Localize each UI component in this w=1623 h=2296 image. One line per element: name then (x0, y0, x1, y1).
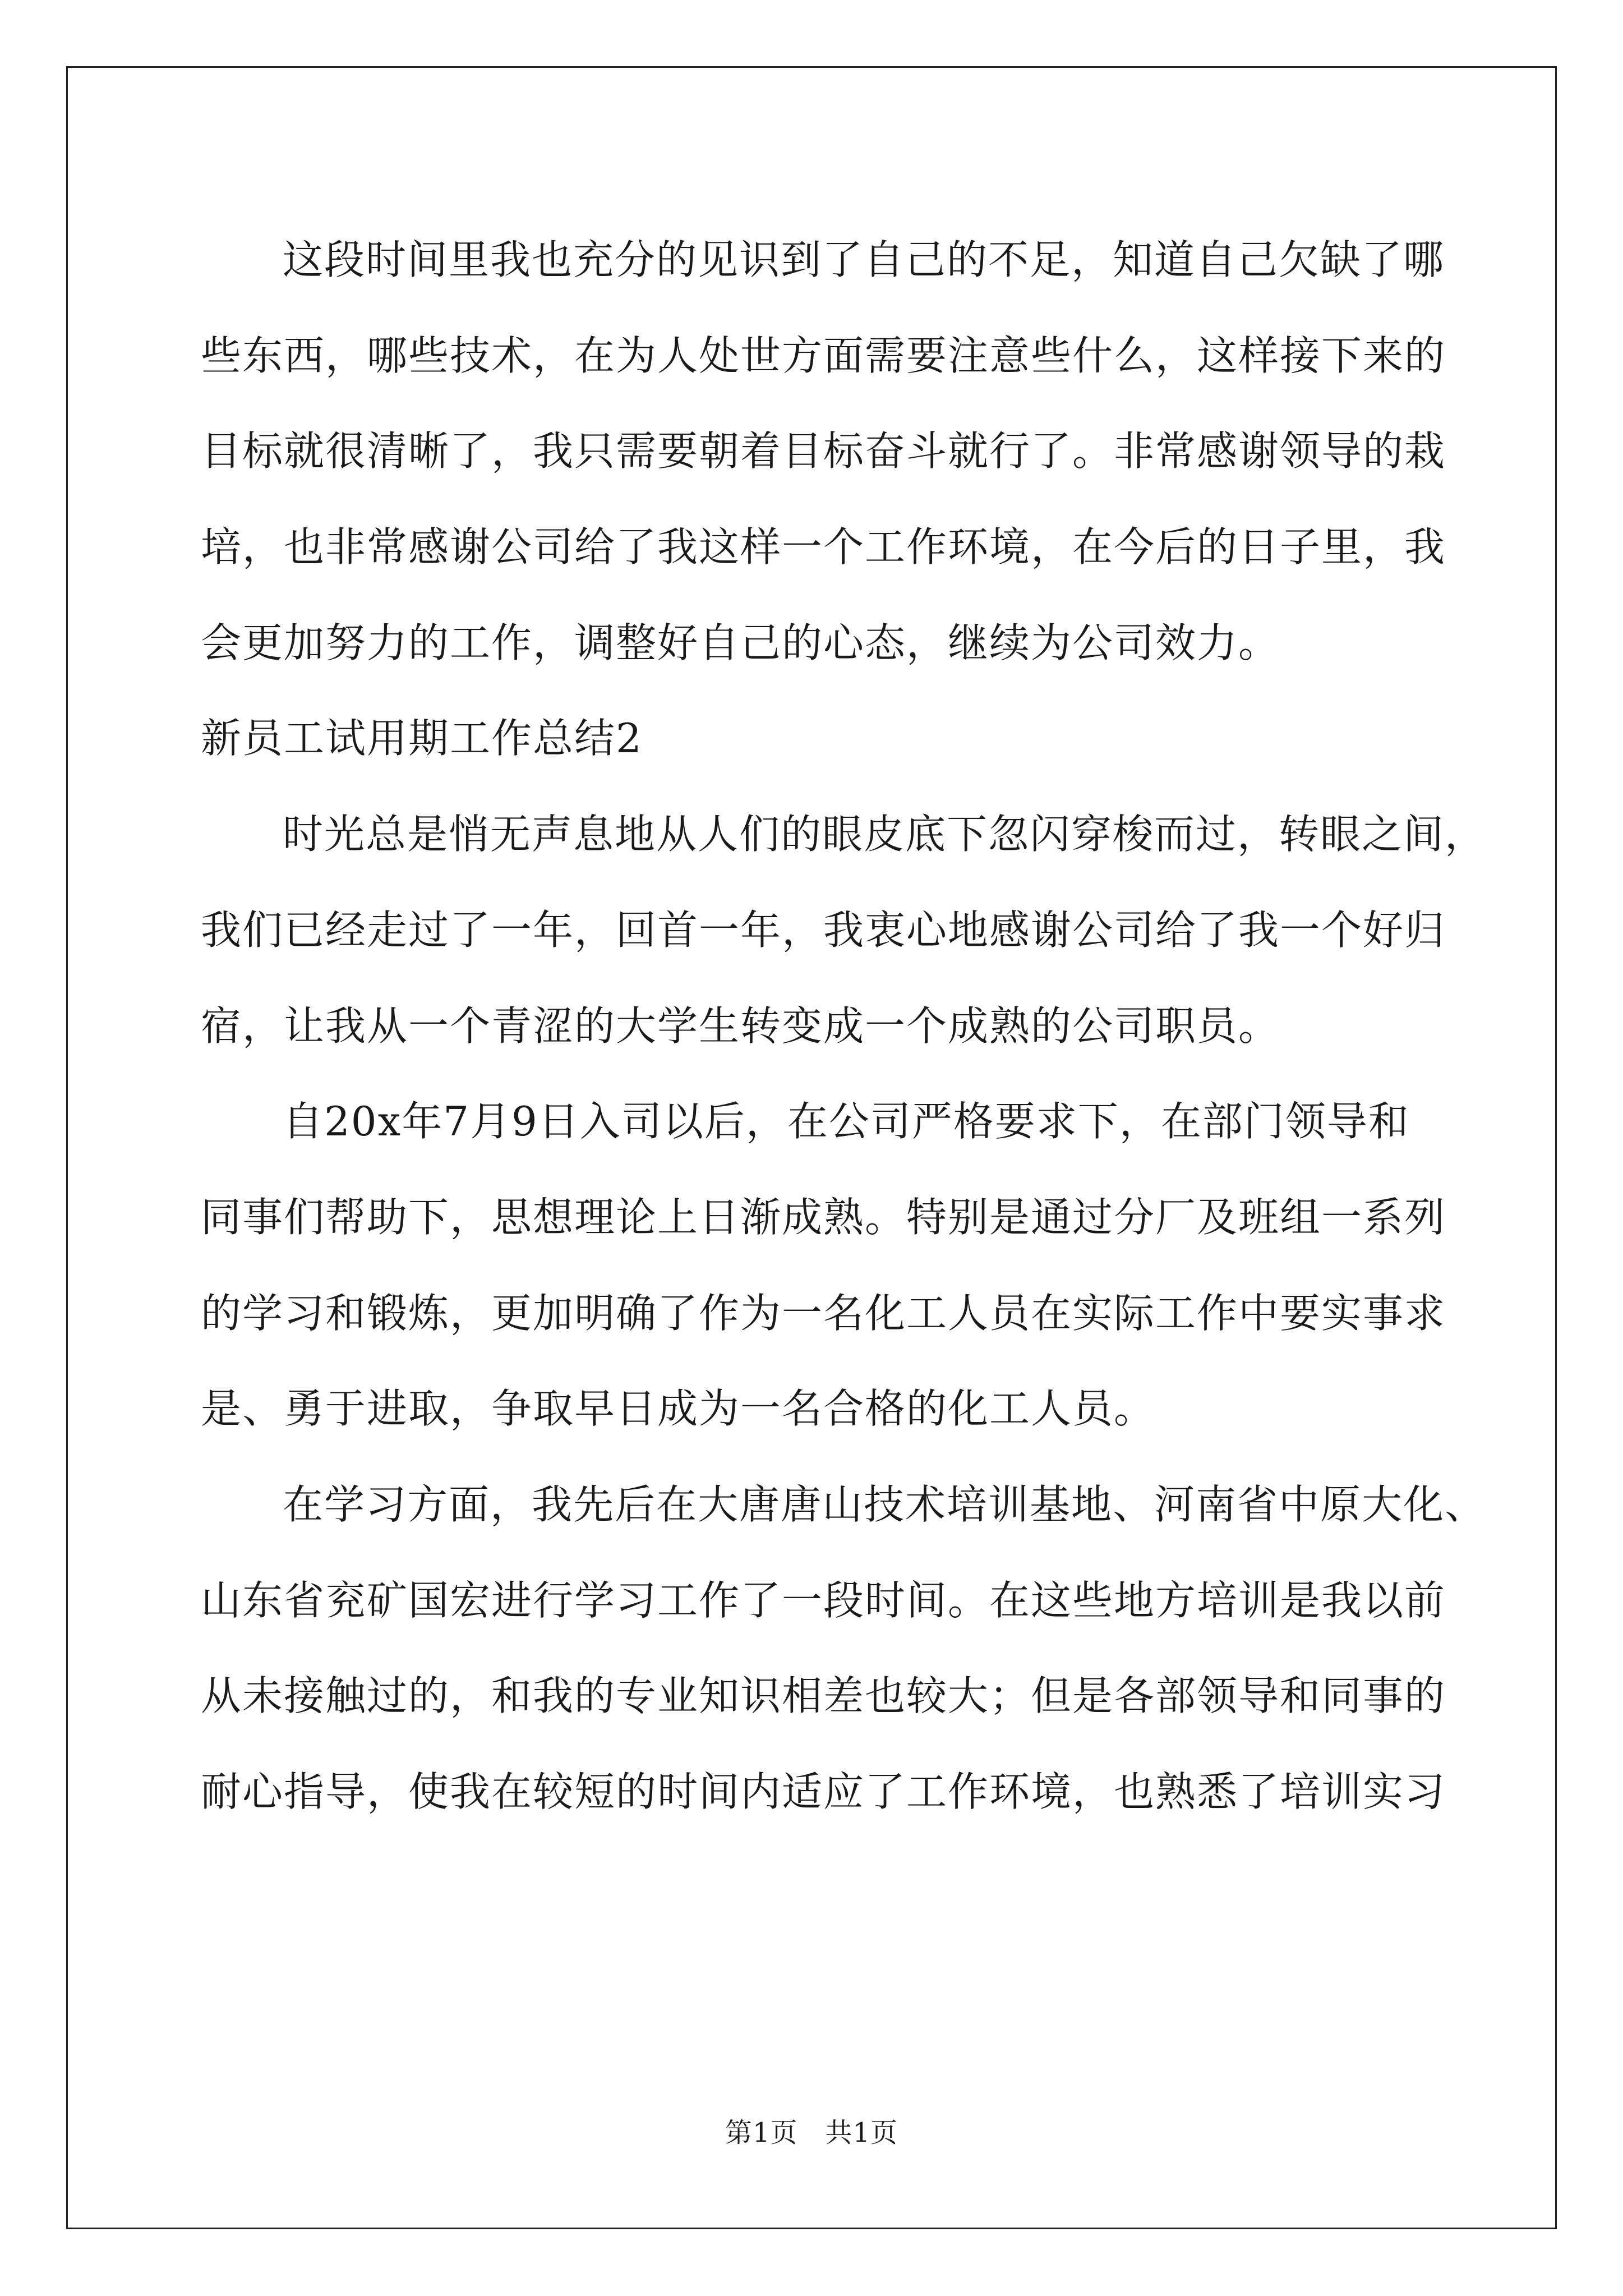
text-line: 这段时间里我也充分的见识到了自己的不足，知道自己欠缺了哪 (283, 236, 1445, 283)
text-line: 些东西，哪些技术，在为人处世方面需要注意些什么，这样接下来的 (201, 332, 1446, 379)
text-line: 的学习和锻炼，更加明确了作为一名化工人员在实际工作中要实事求 (201, 1289, 1446, 1337)
text-line: 会更加努力的工作，调整好自己的心态，继续为公司效力。 (201, 619, 1280, 666)
section-heading: 新员工试用期工作总结2 (201, 715, 643, 762)
page-number-footer: 第1页 共1页 (725, 2117, 898, 2148)
text-line: 自20x年7月9日入司以后，在公司严格要求下，在部门领导和 (283, 1098, 1410, 1145)
text-line: 同事们帮助下，思想理论上日渐成熟。特别是通过分厂及班组一系列 (201, 1193, 1446, 1241)
text-line: 耐心指导，使我在较短的时间内适应了工作环境，也熟悉了培训实习 (201, 1768, 1446, 1815)
text-line: 是、勇于进取，争取早日成为一名合格的化工人员。 (201, 1385, 1156, 1433)
text-line: 时光总是悄无声息地从人们的眼皮底下忽闪穿梭而过，转眼之间， (283, 811, 1487, 858)
document-body (201, 212, 1487, 1840)
text-line: 宿，让我从一个青涩的大学生转变成一个成熟的公司职员。 (201, 1002, 1280, 1050)
text-line: 目标就很清晰了，我只需要朝着目标奋斗就行了。非常感谢领导的栽 (201, 427, 1446, 475)
text-line: 培，也非常感谢公司给了我这样一个工作环境，在今后的日子里，我 (201, 523, 1446, 571)
text-line: 我们已经走过了一年，回首一年，我衷心地感谢公司给了我一个好归 (201, 906, 1446, 954)
text-line: 在学习方面，我先后在大唐唐山技术培训基地、河南省中原大化、 (283, 1480, 1487, 1528)
text-line: 山东省兖矿国宏进行学习工作了一段时间。在这些地方培训是我以前 (201, 1576, 1446, 1624)
text-line: 从未接触过的，和我的专业知识相差也较大；但是各部领导和同事的 (201, 1672, 1446, 1720)
